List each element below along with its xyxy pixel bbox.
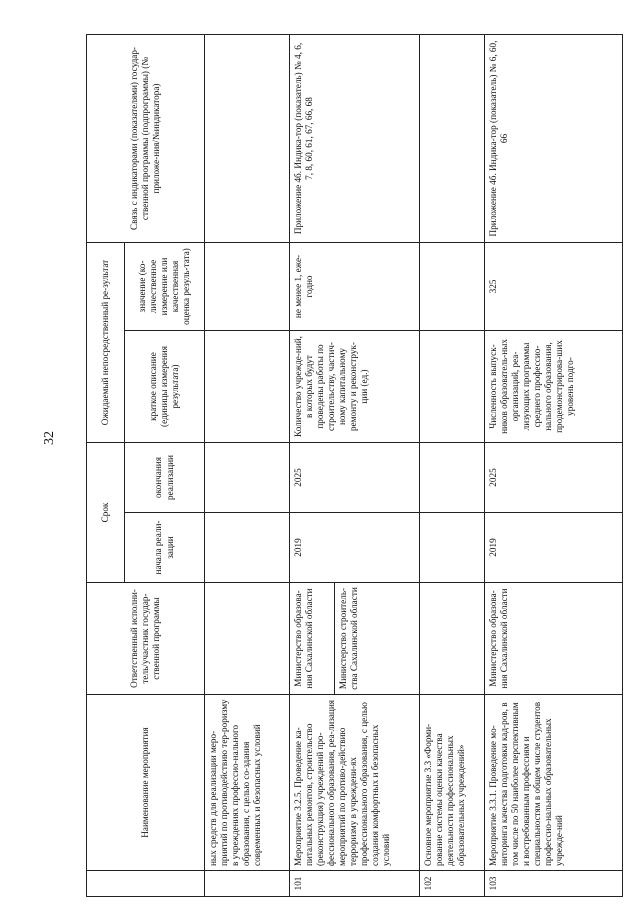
row-start [205, 513, 290, 583]
row-responsible: Министерство образова-ния Сахалинской области [485, 583, 623, 695]
table-row [485, 35, 623, 897]
row-name: Основное мероприятие 3.3 «Форми-рование системы оценки качества деятельности профессиональных образовательных учреждений» [420, 695, 485, 871]
row-link: Приложение 4б. Индика-тор (показатель) № 6, 60, 66 [485, 35, 623, 243]
header-link: Связь с индикаторами (показателями) государ-ственной программы (подпрограммы) (№ приложе-ния/№индикатора) [87, 35, 205, 243]
table-row [290, 35, 335, 897]
header-result-desc: краткое описание (единицы измерения результата) [125, 331, 205, 443]
row-link: Приложение 4б. Индика-тор (показатель) № 4, 6, 7, 8, 60, 61, 67, 66, 68 [290, 35, 420, 243]
row-result-desc [205, 331, 290, 443]
row-result-value: не менее 1, еже-годно [290, 243, 420, 331]
header-name: Наименование мероприятия [87, 695, 205, 871]
table-row [420, 35, 485, 897]
row-result-value [420, 243, 485, 331]
header-result-value: значение (ко-личественное измерение или качественная оценка резуль-тата) [125, 243, 205, 331]
row-responsible [420, 583, 485, 695]
row-num [205, 871, 290, 897]
row-start: 2019 [290, 513, 420, 583]
header-term: Срок [87, 443, 125, 583]
row-start: 2019 [485, 513, 623, 583]
row-end [420, 443, 485, 513]
rotated-table-wrapper [86, 35, 622, 897]
row-result-value: 325 [485, 243, 623, 331]
row-link [420, 35, 485, 243]
header-responsible: Ответственный исполни-тель/участник государ-ственной программы [87, 583, 205, 695]
table-row [205, 35, 290, 897]
row-responsible-secondary: Министерство строитель-ства Сахалинской области [335, 583, 420, 695]
header-end: окончания реализации [125, 443, 205, 513]
row-start [420, 513, 485, 583]
row-link [205, 35, 290, 243]
row-name: ных средств для реализации меро-приятий по противодействию тер-роризму в учреждениях профессио-нального образования, с целью со-здания современных и безопасных условий [205, 695, 290, 871]
row-end [205, 443, 290, 513]
row-responsible [205, 583, 290, 695]
row-num: 103 [485, 871, 623, 897]
header-num [87, 871, 205, 897]
row-name: Мероприятие 3.2.5. Проведение ка-питальных ремонтов, строительство (реконструкция) учреждений про-фессионального образования, реа-лизация мероприятий по противо-действию терроризму в учреждени-ях профессионального образования, с целью создания комфортных и безопасных условий [290, 695, 420, 871]
header-result: Ожидаемый непосредственный ре-зультат [87, 243, 125, 443]
row-name: Мероприятие 3.3.1. Проведение мо-ниторинга качества подготовки кад-ров, в том числе по 50 наиболее перспективным и востребованным профессиям и специальностям в общем числе студентов профессио-нальных образовательных учрежде-ний [485, 695, 623, 871]
row-num: 102 [420, 871, 485, 897]
row-num: 101 [290, 871, 420, 897]
row-end: 2025 [290, 443, 420, 513]
row-result-desc: Количество учрежде-ний, в которых будут проведены работы по строительству, частич-ному капитальному ремонту и реконструк-ции (ед.) [290, 331, 420, 443]
row-result-value [205, 243, 290, 331]
page-number: 32 [42, 431, 57, 445]
program-measures-table [86, 34, 623, 897]
row-responsible-primary: Министерство образова-ния Сахалинской области [290, 583, 335, 695]
row-result-desc [420, 331, 485, 443]
header-start: начала реали-зации [125, 513, 205, 583]
row-result-desc: Численность выпуск-ников образователь-ных организаций, реа-лизующих программы среднего профессио-нального образования, продемонстрирова-ших уровень подго- [485, 331, 623, 443]
row-end: 2025 [485, 443, 623, 513]
